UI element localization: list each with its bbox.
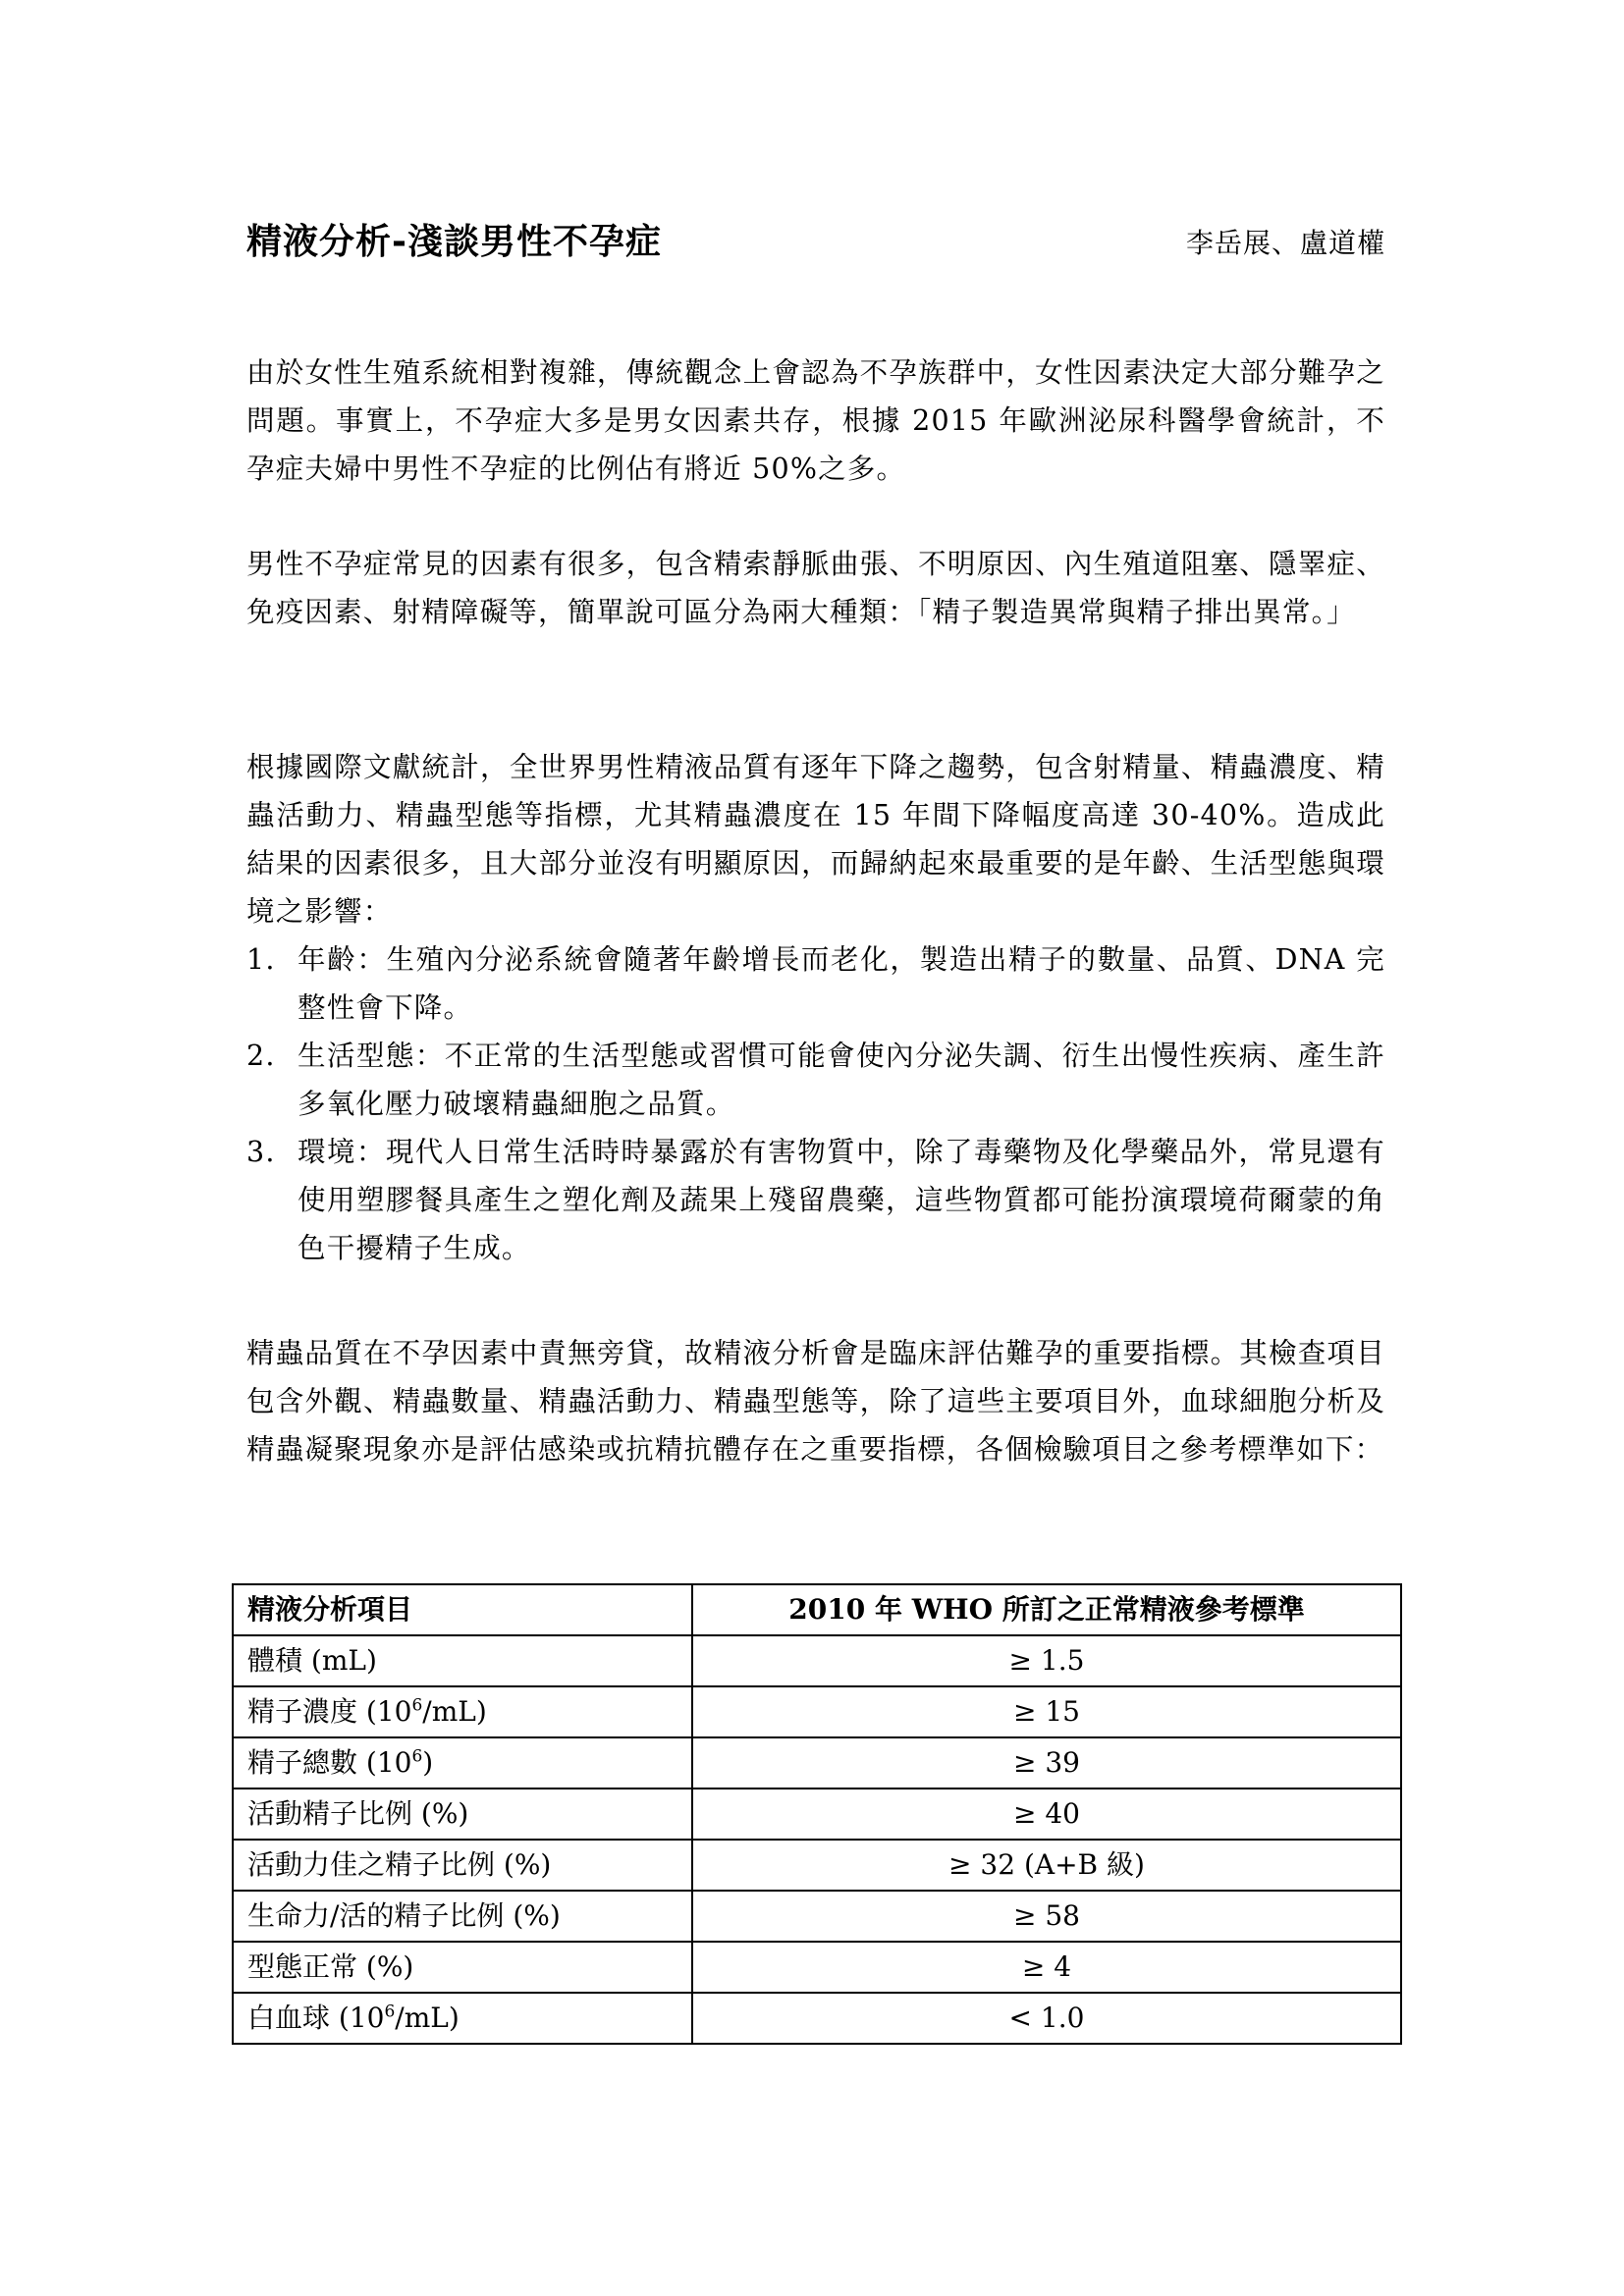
table-cell-item <box>233 1891 692 1942</box>
table-cell-value: ≥ 39 <box>692 1737 1401 1789</box>
table-row <box>233 1686 1401 1737</box>
table-cell-value: ≥ 4 <box>692 1942 1401 1993</box>
list-item-number: 2. <box>246 1040 276 1072</box>
table-row <box>233 1635 1401 1686</box>
item-text-post: ) <box>422 1746 434 1779</box>
table-cell-value: ≥ 32 (A+B 級) <box>692 1840 1401 1891</box>
table-header-row <box>233 1584 1401 1635</box>
list-item-text: 年齡：生殖內分泌系統會隨著年齡增長而老化，製造出精子的數量、品質、DNA 完整性會下降。 <box>298 943 1385 1024</box>
list-item <box>246 935 1385 1032</box>
table-row <box>233 1942 1401 1993</box>
table-cell-item <box>233 1686 692 1737</box>
list-item <box>246 1128 1385 1272</box>
item-text: 體積 (mL) <box>247 1644 377 1677</box>
paragraph-trends: 根據國際文獻統計，全世界男性精液品質有逐年下降之趨勢，包含射精量、精蟲濃度、精蟲活動力、精蟲型態等指標，尤其精蟲濃度在 15 年間下降幅度高達 30-40%。造成此結果的因素很多，且大部分並沒有明顯原因，而歸納起來最重要的是年齡、生活型態與環境之影響： <box>246 751 1385 928</box>
table-cell-item <box>233 1840 692 1891</box>
paragraph-intro: 由於女性生殖系統相對複雜，傳統觀念上會認為不孕族群中，女性因素決定大部分難孕之問題。事實上，不孕症大多是男女因素共存，根據 2015 年歐洲泌尿科醫學會統計，不孕症夫婦中男性不孕症的比例佔有將近 50%之多。 <box>246 356 1385 485</box>
table-row <box>233 1891 1401 1942</box>
table-header-item: 精液分析項目 <box>233 1584 692 1635</box>
table-cell-value: ≥ 1.5 <box>692 1635 1401 1686</box>
item-superscript: 6 <box>384 2002 396 2022</box>
list-item-number: 3. <box>246 1136 276 1168</box>
table-cell-item <box>233 1942 692 1993</box>
list-item-text: 環境：現代人日常生活時時暴露於有害物質中，除了毒藥物及化學藥品外，常見還有使用塑膠餐具產生之塑化劑及蔬果上殘留農藥，這些物質都可能扮演環境荷爾蒙的角色干擾精子生成。 <box>298 1136 1385 1264</box>
list-item-number: 1. <box>246 943 276 976</box>
table-cell-item <box>233 1993 692 2044</box>
table-cell-value: ≥ 58 <box>692 1891 1401 1942</box>
page-title: 精液分析-淺談男性不孕症 <box>246 222 662 262</box>
item-text: 活動力佳之精子比例 (%) <box>247 1848 552 1881</box>
table-row <box>233 1993 1401 2044</box>
table-cell-value: ≥ 40 <box>692 1789 1401 1840</box>
item-text: 生命力/活的精子比例 (%) <box>247 1899 561 1932</box>
table-header-standard: 2010 年 WHO 所訂之正常精液參考標準 <box>692 1584 1401 1635</box>
item-text-pre: 精子總數 (10 <box>247 1746 412 1779</box>
table-row <box>233 1789 1401 1840</box>
item-text-post: /mL) <box>395 2002 460 2034</box>
list-item-text: 生活型態：不正常的生活型態或習慣可能會使內分泌失調、衍生出慢性疾病、產生許多氧化壓力破壞精蟲細胞之品質。 <box>298 1040 1385 1120</box>
table-cell-value: ≥ 15 <box>692 1686 1401 1737</box>
table-row <box>233 1737 1401 1789</box>
item-superscript: 6 <box>411 1746 423 1767</box>
item-superscript: 6 <box>411 1695 423 1716</box>
list-item <box>246 1032 1385 1128</box>
factor-list <box>246 935 1385 1272</box>
table-cell-item <box>233 1789 692 1840</box>
paragraph-analysis: 精蟲品質在不孕因素中責無旁貸，故精液分析會是臨床評估難孕的重要指標。其檢查項目包含外觀、精蟲數量、精蟲活動力、精蟲型態等，除了這些主要項目外，血球細胞分析及精蟲凝聚現象亦是評估感染或抗精抗體存在之重要指標，各個檢驗項目之參考標準如下： <box>246 1337 1385 1466</box>
table-cell-value: < 1.0 <box>692 1993 1401 2044</box>
item-text-pre: 白血球 (10 <box>247 2002 385 2034</box>
item-text-post: /mL) <box>422 1695 487 1728</box>
title-row <box>246 218 1385 277</box>
item-text-pre: 精子濃度 (10 <box>247 1695 412 1728</box>
table-cell-item <box>233 1737 692 1789</box>
paragraph-causes: 男性不孕症常見的因素有很多，包含精索靜脈曲張、不明原因、內生殖道阻塞、隱睪症、免疫因素、射精障礙等，簡單說可區分為兩大種類：「精子製造異常與精子排出異常。」 <box>246 548 1385 628</box>
table-cell-item <box>233 1635 692 1686</box>
item-text: 活動精子比例 (%) <box>247 1797 469 1830</box>
authors: 李岳展、盧道權 <box>1185 227 1385 259</box>
item-text: 型態正常 (%) <box>247 1950 414 1983</box>
reference-table <box>232 1583 1402 2045</box>
table-row <box>233 1840 1401 1891</box>
